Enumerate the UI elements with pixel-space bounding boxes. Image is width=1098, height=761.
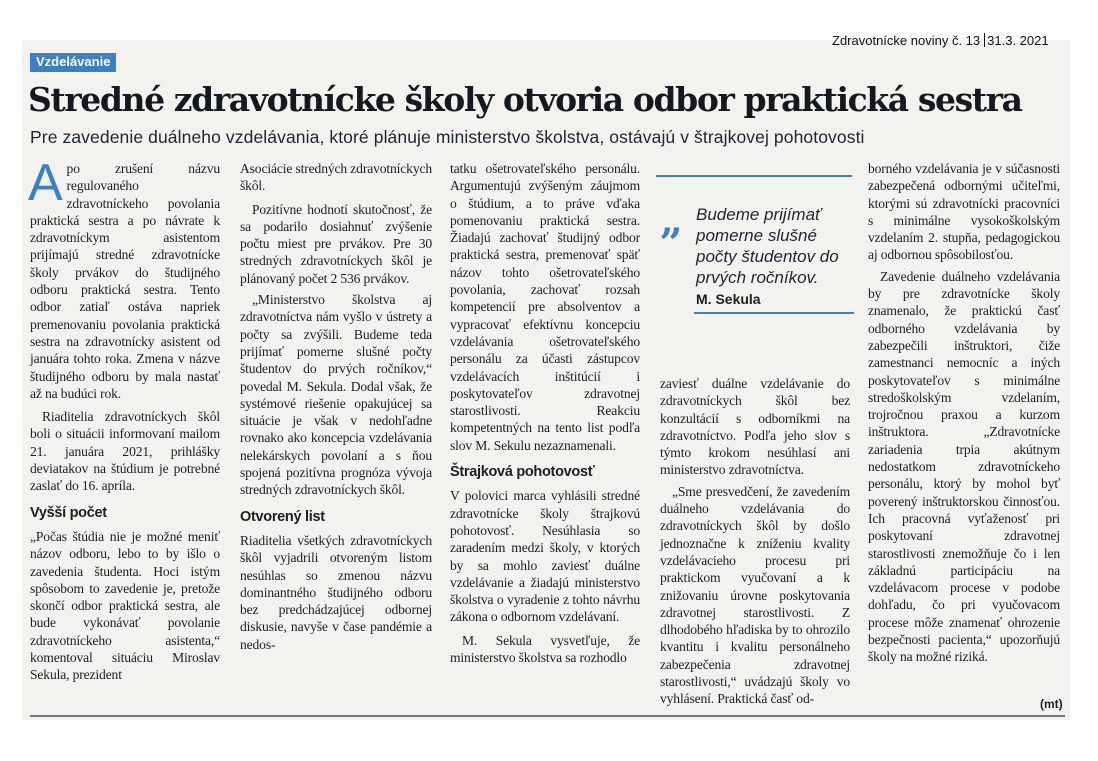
article-column-3 [450,160,640,666]
paragraph: „Sme presvedčení, že zavedením duálneho vzdelávania do zdravotníckych škôl by došlo jednoznačne k zníženiu kvality vzdelávacieho procesu pri praktickom vyučovaní a k znižovaniu úrovne poskytovania zdravotnej starostlivosti. Z dlhodobého hľadiska by to ohrozilo kvantitu i kvalitu personálneho zabezpečenia zdravotnej starostlivosti,“ uvádzajú školy vo vyhlásení. Praktická časť od- [660,483,850,707]
paragraph: Zavedenie duálneho vzdelávania by pre zdravotnícke školy znamenalo, že praktickú časť odborného vzdelávania by zabezpečili inštruktori, čiže zamestnanci nemocníc a iných poskytovateľov s minimálne stredoškolským vzdelaním, trojročnou praxou a kurzom inštruktora. „Zdravotnícke zariadenia trpia akútnym nedostatkom zdravotníckeho personálu, ktorý by mohol byť poverený inštruktorskou činnosťou. Ich pracovná vyťaženosť pri poskytovaní zdravotnej starostlivosti znemožňuje čo i len základnú participáciu na vzdelávacom procese v podobe dohľadu, čo pri vyučovacom procese môže znamenať ohrozenie bezpečnosti pacienta,“ upozorňujú školy na možné riziká. [868,268,1060,665]
quote-mark-icon: „ [660,197,684,244]
article-column-1 [28,154,220,684]
section-heading: Vyšší počet [30,504,107,521]
paragraph: Asociácie stredných zdravotníckych škôl. [240,161,432,194]
source-line [832,33,1049,48]
section-heading: Otvorený list [240,508,325,525]
publication-date: 31.3. 2021 [987,33,1049,48]
paragraph: Pozitívne hodnotí skutočnosť, že sa podarilo dosiahnuť zvýšenie počtu miest pre prvákov. Pre 30 stredných zdravotníckych škôl je plánovaný počet 2 536 prvákov. [240,201,432,286]
quote-author: M. Sekula [696,291,761,307]
paragraph: „Počas štúdia nie je možné meniť názov odboru, lebo to by išlo o zavedenia študenta. Hoci istým spôsobom to zavedenie je, pretože skončí odbor praktická sestra, ale bude vykonávať povolanie zdravotníckeho asistenta,“ komentoval situáciu Miroslav Sekula, prezident [30,528,220,683]
paragraph: Riaditelia všetkých zdravotníckych škôl vyjadrili otvoreným listom nesúhlas so zmenou názvu dominantného študijného odboru bez predchádzajúcej odbornej diskusie, navyše v čase pandémie a nedos- [240,532,432,652]
article-column-4 [660,375,850,708]
quote-bottom-rule [694,312,854,314]
publication-name: Zdravotnícke noviny č. 13 [832,33,981,48]
section-heading: Štrajková pohotovosť [450,464,595,481]
article-column-2 [240,160,432,653]
article-subheadline: Pre zavedenie duálneho vzdelávania, ktoré plánuje ministerstvo školstva, ostávajú v štrajkovej pohotovosti [30,127,865,147]
bottom-rule [30,715,1065,717]
quote-text: Budeme prijímať pomerne slušné počty študentov do prvých ročníkov. [696,205,839,287]
paragraph: V polovici marca vyhlásili stredné zdravotnícke školy štrajkovú pohotovosť. Nesúhlasia so zaradením medzi školy, v ktorých by sa mohlo zaviesť duálne vzdelávanie a žiadajú ministerstvo školstva o vyradenie z tohto návrhu zákona o odbornom vzdelávaní. [450,488,640,625]
paragraph: „Ministerstvo školstva aj zdravotníctva nám vyšlo v ústrety a počty sa zvýšili. Budeme teda prijímať pomerne slušné počty študentov do prvých ročníkov,“ povedal M. Sekula. Dodal však, že systémové riešenie opakujúcej sa situácie je však v nedohľadne rovnako ako koncepcia vzdelávania nelekárskych povolaní a s ňou spojená pozitívna prognóza vývoja stredných zdravotníckych škôl. [240,292,432,498]
quote-top-rule [656,175,852,177]
article-headline: Stredné zdravotnícke školy otvoria odbor praktická sestra [28,80,1022,119]
paragraph: Apo zrušení názvu regulovaného zdravotníckeho povolania praktická sestra a po návrate k zdravotníckym asistentom prijímajú stredné zdravotnícke školy prvákov do študijného odboru praktická sestra. Tento odbor zatiaľ ostáva napriek premenovaniu povolania praktická sestra na zdravotnícky asistent od januára tohto roka. Zmena v názve študijného odboru by mala nastať až na budúci rok. [28,154,220,401]
paragraph: tatku ošetrovateľského personálu. Argumentujú zvýšeným záujmom o štúdium, a to práve vďaka pomenovaniu praktická sestra. Žiadajú zachovať študijný odbor praktická sestra, premenovať späť názov tohto ošetrovateľského povolania, zachovať rozsah kompetencií pre absolventov a vypracovať efektívnu koncepciu vzdelávania ošetrovateľského personálu za účasti zástupcov vzdelávacích inštitúcií i poskytovateľov zdravotnej starostlivosti. Reakciu kompetentných na tento list podľa slov M. Sekulu nezaznamenali. [450,161,640,453]
pull-quote [656,175,852,311]
drop-cap: A [28,154,63,212]
paragraph: M. Sekula vysvetľuje, že ministerstvo školstva sa rozhodlo [450,632,640,666]
paragraph: zaviesť duálne vzdelávanie do zdravotníckych škôl bez konzultácií s odborníkmi na zdravotníctvo. Podľa jeho slov s týmto krokom nesúhlasí ani ministerstvo zdravotníctva. [660,376,850,478]
paragraph: Riaditelia zdravotníckych škôl boli o situácii informovaní mailom 21. januára 2021, prihlášky deviatakov na štúdium je potrebné zaslať do 16. apríla. [30,409,220,494]
section-rubric: Vzdelávanie [30,53,116,72]
separator [984,33,985,47]
author-signature: (mt) [1040,697,1063,711]
paragraph: borného vzdelávania je v súčasnosti zabezpečená odbornými učiteľmi, ktorými sú zdravotnícki pracovníci s minimálne vysokoškolským vzdelaním 2. stupňa, pedagogickou aj odbornou spôsobilosťou. [868,161,1060,263]
article-column-5 [868,160,1060,666]
